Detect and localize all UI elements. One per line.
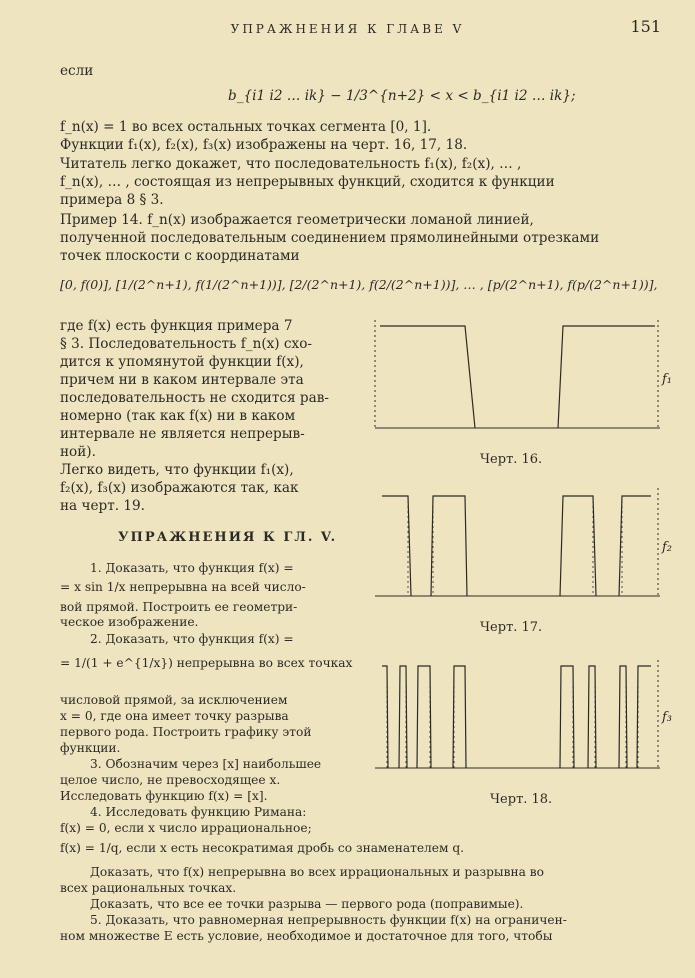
exercise-line: = 1/(1 + e^{1/x}) непрерывна во всех точках xyxy=(60,656,353,670)
figure-18-caption: Черт. 18. xyxy=(490,792,553,807)
text-line: где f(x) есть функция примера 7 xyxy=(60,318,293,334)
exercise-line: Исследовать функцию f(x) = [x]. xyxy=(60,789,268,803)
exercise-line: первого рода. Построить графику этой xyxy=(60,725,312,739)
exercise-line: 5. Доказать, что равномерная непрерывность функции f(x) на ограничен- xyxy=(90,913,567,927)
exercise-line: 1. Доказать, что функция f(x) = xyxy=(90,561,294,575)
exercise-line: всех рациональных точках. xyxy=(60,881,237,895)
text-line: точек плоскости с координатами xyxy=(60,248,300,264)
exercise-line: функции. xyxy=(60,741,121,755)
text-line: полученной последовательным соединением прямолинейными отрезками xyxy=(60,230,600,246)
exercise-line: f(x) = 1/q, если x есть несократимая дробь со знаменателем q. xyxy=(60,841,465,855)
figure-16 xyxy=(375,320,675,440)
text-line: на черт. 19. xyxy=(60,498,146,514)
text-line: Функции f₁(x), f₂(x), f₃(x) изображены на черт. 16, 17, 18. xyxy=(60,137,468,153)
text-line: f_n(x), … , состоящая из непрерывных функций, сходится к функции xyxy=(60,174,555,190)
text-line: Легко видеть, что функции f₁(x), xyxy=(60,462,294,478)
exercise-line: числовой прямой, за исключением xyxy=(60,693,288,707)
text-line: если xyxy=(60,63,94,79)
exercise-line: 4. Исследовать функцию Римана: xyxy=(90,805,307,819)
page-number: 151 xyxy=(630,17,661,36)
text-line: § 3. Последовательность f_n(x) схо- xyxy=(60,336,312,352)
exercise-line: ном множестве E есть условие, необходимое и достаточное для того, чтобы xyxy=(60,929,553,943)
exercise-line: Доказать, что все ее точки разрыва — первого рода (поправимые). xyxy=(90,897,524,911)
exercises-heading: УПРАЖНЕНИЯ К ГЛ. V. xyxy=(118,530,338,545)
text-line: номерно (так как f(x) ни в каком xyxy=(60,408,296,424)
text-line: f_n(x) = 1 во всех остальных точках сегмента [0, 1]. xyxy=(60,119,432,135)
text-line: последовательность не сходится рав- xyxy=(60,390,329,406)
text-line: дится к упомянутой функции f(x), xyxy=(60,354,304,370)
exercise-line: ческое изображение. xyxy=(60,615,199,629)
exercise-line: 3. Обозначим через [x] наибольшее xyxy=(90,757,322,771)
figure-16-caption: Черт. 16. xyxy=(480,452,543,467)
exercise-line: Доказать, что f(x) непрерывна во всех иррациональных и разрывна во xyxy=(90,865,544,879)
text-line: ной). xyxy=(60,444,96,460)
formula-points: [0, f(0)], [1/(2^n+1), f(1/(2^n+1))], [2/(2^n+1), f(2/(2^n+1))], … , [p/(2^n+1), f(p/(2^n+1))], xyxy=(60,277,658,292)
running-head: УПРАЖНЕНИЯ К ГЛАВЕ V xyxy=(230,22,465,36)
exercise-line: вой прямой. Построить ее геометри- xyxy=(60,600,298,614)
text-line: примера 8 § 3. xyxy=(60,192,164,208)
exercise-line: целое число, не превосходящее x. xyxy=(60,773,281,787)
formula-interval: b_{i1 i2 … ik} − 1/3^{n+2} < x < b_{i1 i2 … ik}; xyxy=(228,88,576,104)
text-line: причем ни в каком интервале эта xyxy=(60,372,304,388)
exercise-line: 2. Доказать, что функция f(x) = xyxy=(90,632,294,646)
exercise-line: x = 0, где она имеет точку разрыва xyxy=(60,709,289,723)
figure-18-label: f₃ xyxy=(662,710,673,725)
exercise-line: = x sin 1/x непрерывна на всей число- xyxy=(60,580,306,594)
figure-17-label: f₂ xyxy=(662,540,673,555)
figure-18 xyxy=(375,660,675,780)
text-line: интервале не является непрерыв- xyxy=(60,426,305,442)
exercise-line: f(x) = 0, если x число иррациональное; xyxy=(60,821,312,835)
text-line: f₂(x), f₃(x) изображаются так, как xyxy=(60,480,299,496)
figure-16-label: f₁ xyxy=(662,372,673,387)
figure-17-caption: Черт. 17. xyxy=(480,620,543,635)
figure-17 xyxy=(375,488,675,608)
example-14-start: Пример 14. f_n(x) изображается геометрически ломаной линией, xyxy=(60,212,534,228)
text-line: Читатель легко докажет, что последовательность f₁(x), f₂(x), … , xyxy=(60,156,522,172)
